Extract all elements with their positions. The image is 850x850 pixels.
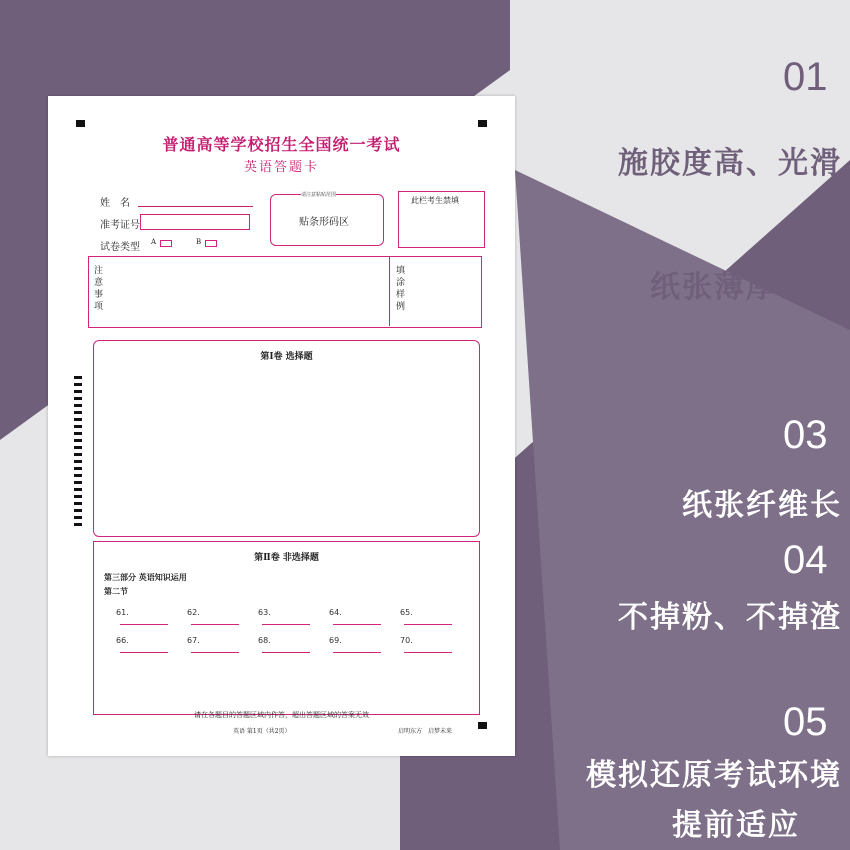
id-label: 准考证号 <box>100 220 140 231</box>
corner-mark <box>478 120 487 127</box>
corner-mark <box>478 722 487 729</box>
section1-box <box>93 340 480 537</box>
blank-item: 68. <box>258 636 310 655</box>
section2-label: 第二节 <box>104 586 128 596</box>
blank-item: 66. <box>116 636 168 655</box>
blank-item: 61. <box>116 608 168 627</box>
type-a: A <box>151 238 157 246</box>
sheet-subtitle: 英语答题卡 <box>243 160 319 175</box>
blank-item: 67. <box>187 636 239 655</box>
type-b-box <box>205 240 217 247</box>
corner-mark <box>76 120 85 127</box>
notice-title: 注意事项 <box>94 266 104 312</box>
fill-title: 填涂样例 <box>396 266 406 312</box>
notice-divider <box>389 256 390 326</box>
blank-item: 63. <box>258 608 310 627</box>
feature-number-2: 02 <box>783 215 828 259</box>
feature-number-3: 03 <box>783 413 828 457</box>
section2-box <box>93 541 480 715</box>
section1-title: 第Ⅰ卷 选择题 <box>260 352 313 362</box>
type-label: 试卷类型 <box>100 242 140 253</box>
feature-text-3: 纸张纤维长 <box>682 488 842 523</box>
feature-text-4: 不掉粉、不掉渣 <box>618 600 842 635</box>
feature-text-5: 模拟还原考试环境 <box>586 758 842 793</box>
forbid-title: 此栏考生禁填 <box>411 196 459 205</box>
timing-marks <box>74 376 82 526</box>
feature-number-1: 01 <box>783 55 828 99</box>
feature-text-2: 纸张薄厚均匀 <box>650 270 842 305</box>
blank-item: 69. <box>329 636 381 655</box>
name-line <box>138 206 253 207</box>
feature-number-4: 04 <box>783 538 828 582</box>
footer-brand: 启明东方 启梦未来 <box>398 728 453 735</box>
feature-number-5: 05 <box>783 700 828 744</box>
warning-text: 请在各题目的答题区域内作答，超出答题区域的答案无效 <box>194 711 369 719</box>
blank-item: 70. <box>400 636 452 655</box>
barcode-area <box>270 194 384 246</box>
answer-sheet <box>48 96 515 756</box>
type-a-box <box>160 240 172 247</box>
part3-label: 第三部分 英语知识运用 <box>104 572 187 582</box>
notice-area <box>88 256 482 328</box>
blank-item: 64. <box>329 608 381 627</box>
feature-text-5b: 提前适应 <box>672 808 800 843</box>
sheet-title: 普通高等学校招生全国统一考试 <box>162 135 401 154</box>
barcode-label: 贴条形码区 <box>299 217 349 228</box>
id-boxes <box>140 214 250 230</box>
blank-item: 65. <box>400 608 452 627</box>
barcode-note: 请注意粘贴范围 <box>301 192 337 198</box>
footer-page: 英语 第1页（共2页） <box>233 728 291 735</box>
name-label: 姓 名 <box>100 198 130 209</box>
type-b: B <box>196 238 202 246</box>
forbid-area <box>398 191 485 248</box>
feature-text-1: 施胶度高、光滑 <box>618 146 842 181</box>
blank-item: 62. <box>187 608 239 627</box>
section2-title: 第Ⅱ卷 非选择题 <box>254 553 319 563</box>
